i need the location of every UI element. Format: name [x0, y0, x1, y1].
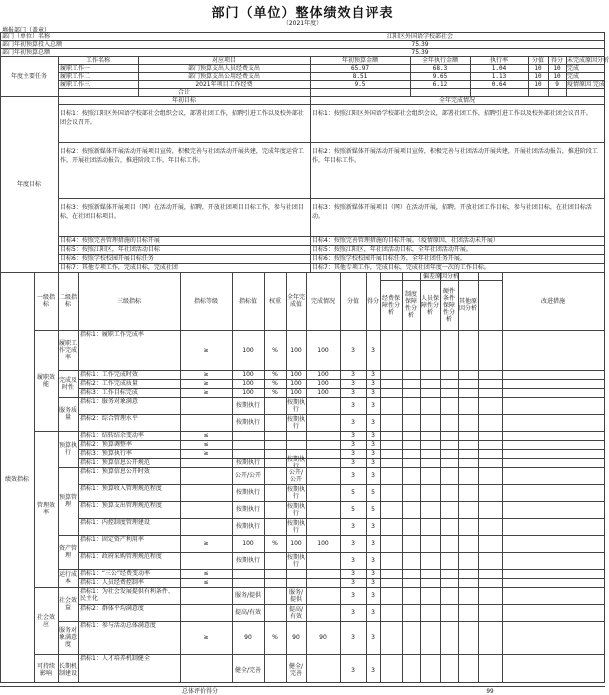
perf-got: 3	[371, 523, 375, 530]
perf-actual	[307, 440, 339, 449]
perf-standard	[181, 414, 231, 431]
perf-l3-label: 指标1：结转结余变动率	[80, 432, 144, 439]
perf-score: 3	[351, 592, 355, 599]
perf-actual: 100	[317, 540, 329, 547]
perf-score: 3	[351, 609, 355, 616]
perf-got: 5	[371, 489, 375, 496]
perf-header-measure: 改进措施	[540, 297, 565, 305]
annual-task-got: 10	[553, 65, 561, 72]
annual-task-reason: 疫情原因 完成	[567, 81, 605, 88]
perf-value: 健全/完善	[234, 666, 262, 674]
perf-actual	[307, 431, 339, 440]
perf-full	[287, 578, 305, 587]
perf-value: 100	[242, 371, 254, 378]
perf-actual	[307, 484, 339, 501]
annual-task-project: 部门预算支出人员经费支出	[187, 65, 260, 72]
perf-full: 100	[290, 540, 302, 547]
perf-score: 3	[351, 579, 355, 586]
perf-unit	[265, 440, 285, 449]
perf-standard: ≥	[203, 380, 209, 387]
perf-value: 按期执行	[235, 489, 260, 496]
perf-header-deviation-group: 偏差原因分析	[422, 273, 459, 280]
annual-task-reason: 完成	[567, 65, 580, 72]
perf-value: 100	[242, 540, 254, 547]
perf-l2-label: 社会效益	[59, 597, 78, 611]
perf-score: 3	[351, 557, 355, 564]
perf-score: 3	[351, 666, 355, 674]
perf-value: 90	[244, 634, 252, 641]
perf-standard: ≥	[203, 634, 209, 641]
perf-l3-label: 指标1：人才培养机制健全	[80, 655, 150, 662]
goal-actual-text: 目标3：按照新媒体开展项目（网）在活动开展，招聘，开放社团工作目标，参与社团目标，在社团目标活动。	[312, 204, 592, 220]
perf-score: 3	[351, 432, 355, 439]
perf-actual	[307, 552, 339, 569]
annual-task-name: 履职工作一	[60, 65, 91, 72]
annual-task-project: 2021年项目工作经费	[195, 81, 253, 88]
perf-score: 3	[351, 380, 355, 387]
grid-line	[0, 32, 1, 682]
goal-plan-text: 目标5：按照江阳区，年社团活动目标	[60, 246, 160, 253]
perf-unit	[265, 449, 285, 458]
perf-standard: ≥	[203, 540, 209, 547]
perf-score: 3	[351, 450, 355, 457]
goal-actual-text: 目标1：按照江阳区外国语学校部社会组织会议，部署社团工作，招聘引进工作以及校外部社团会议召开。	[312, 110, 592, 117]
top-row-value: 75.39	[411, 41, 429, 48]
perf-header-full: 全年完成值	[287, 294, 306, 308]
annual-header-name: 工作名称	[85, 57, 110, 64]
perf-full: 按期执行	[287, 553, 306, 568]
perf-full: 按期执行	[287, 519, 306, 534]
perf-actual: 100	[317, 389, 329, 396]
perf-unit: %	[272, 371, 278, 378]
goal-actual-text: 目标4：按照完善管理措施的目标开展。（疫情原因，社团活动未开展）	[312, 237, 499, 244]
perf-l1-label: 履职效能	[36, 373, 55, 388]
perf-got: 3	[371, 540, 375, 547]
perf-l3-label: 指标2：群体平均满意度	[80, 605, 144, 612]
evaluation-table	[0, 32, 609, 695]
goals-section-label: 年度目标	[16, 180, 41, 188]
perf-full: 按期执行	[287, 415, 306, 430]
perf-l3-label: 指标1：为社会发展提供有利条件、民主化	[80, 588, 174, 602]
perf-unit	[265, 587, 285, 604]
perf-l2-label: 服务质量	[59, 407, 78, 421]
perf-full: 90	[292, 634, 300, 641]
perf-header-deviation-col: 经费保障性分析	[381, 294, 400, 316]
perf-value: 服务/提供	[234, 592, 262, 599]
goal-plan-text: 目标4：按照完善管理措施的目标开展	[60, 237, 160, 244]
perf-unit	[265, 569, 285, 578]
top-row-label: 部门年初预算投入总额	[2, 41, 63, 48]
perf-l3-label: 指标3：预算执行率	[80, 450, 132, 457]
perf-value: 按期执行	[235, 419, 260, 426]
perf-l3-label: 指标1：预算信息公开时效	[80, 468, 150, 475]
perf-unit: %	[272, 346, 278, 354]
page-title: 部门（单位）整体绩效自评表	[211, 6, 394, 21]
perf-actual	[307, 654, 339, 686]
perf-value: 100	[242, 389, 254, 396]
perf-unit	[265, 552, 285, 569]
annual-task-got: 10	[553, 73, 561, 80]
perf-actual	[307, 397, 339, 414]
goals-header-plan: 年初目标	[171, 97, 196, 104]
perf-l3-label: 指标1：参与活动总体满意度	[80, 622, 156, 629]
perf-actual: 90	[319, 634, 327, 641]
perf-unit	[265, 501, 285, 518]
perf-header-got: 得分	[367, 297, 380, 305]
annual-task-exec: 68.3	[432, 65, 448, 72]
perf-l3-label: 指标1：人员经费控制率	[80, 579, 144, 586]
annual-task-budget: 8.51	[352, 73, 368, 80]
perf-value	[233, 578, 263, 587]
perf-l3-label: 指标1：内控制度管理建设	[80, 519, 150, 526]
perf-full	[287, 569, 305, 578]
perf-actual	[307, 578, 339, 587]
grid-line	[0, 686, 605, 687]
perf-actual	[307, 414, 339, 431]
perf-value	[233, 569, 263, 578]
perf-actual	[307, 569, 339, 578]
perf-unit	[265, 458, 285, 467]
annual-header-budget: 年初预算金额	[341, 57, 378, 64]
grid-line	[58, 96, 59, 272]
perf-standard: ≥	[203, 346, 209, 354]
annual-header-reason: 未完成原因分析	[567, 57, 609, 64]
perf-l2-label: 完成及时性	[59, 376, 78, 391]
perf-got: 3	[371, 666, 375, 674]
perf-score: 3	[351, 523, 355, 530]
perf-score: 3	[351, 634, 355, 641]
perf-l3-label: 指标2：预算调整率	[80, 441, 132, 448]
perf-standard	[181, 467, 231, 484]
annual-total-label: 合计	[177, 89, 190, 96]
top-row-value: 75.39	[411, 49, 429, 56]
perf-score: 5	[351, 506, 355, 513]
reporting-unit-label: 填报部门（盖章）	[2, 27, 51, 34]
grid-line	[566, 56, 567, 96]
perf-value	[233, 431, 263, 440]
perf-actual	[307, 518, 339, 535]
perf-l3-label: 指标1：预算收入管理规范程度	[80, 485, 162, 492]
perf-l3-label: 指标2：综合管理水平	[80, 415, 138, 422]
perf-standard	[181, 604, 231, 621]
perf-unit: %	[272, 634, 278, 641]
perf-full: 100	[290, 371, 302, 378]
perf-l3-label: 指标1：政府采购管理规范程度	[80, 553, 162, 560]
perf-score: 3	[351, 459, 355, 466]
perf-standard	[181, 587, 231, 604]
perf-l3-label: 指标1：履职工作完成率	[80, 331, 144, 338]
perf-got: 3	[371, 371, 375, 378]
perf-standard	[181, 552, 231, 569]
perf-full: 100	[290, 380, 302, 387]
perf-l2-label: 长期机制建设	[59, 663, 78, 677]
perf-got: 3	[371, 346, 375, 354]
annual-task-rate: 1.04	[491, 65, 507, 72]
perf-standard	[181, 518, 231, 535]
annual-header-got: 得分	[550, 57, 563, 64]
grid-line	[138, 56, 139, 96]
perf-header-deviation-col: 人员保障性分析	[421, 294, 440, 316]
perf-l2-label: 运行成本	[59, 571, 78, 585]
perf-l2-label: 预算执行	[59, 442, 78, 456]
grid-line	[310, 56, 311, 96]
annual-task-name: 履职工作三	[60, 81, 91, 88]
perf-l2-label: 预算管理	[59, 494, 78, 508]
grid-line	[604, 32, 605, 682]
perf-got: 3	[371, 432, 375, 439]
perf-value: 100	[242, 380, 254, 387]
perf-header-standard: 指标等级	[193, 297, 218, 305]
perf-l3-label: 指标1：服务对象满意	[80, 398, 138, 405]
perf-actual	[307, 587, 339, 604]
goal-actual-text: 目标2：按照新媒体开展活动开展项目宣传，积极完善与社团活动开展共建，开展社团活动报告，推进阶段工作，年目标工作。	[312, 148, 598, 164]
goal-actual-text: 目标6：按照学校校园开展目标任务，全年社团任务开展。	[312, 255, 466, 262]
annual-section-label: 年度主要任务	[10, 72, 47, 80]
goal-actual-text: 目标7：其他专项工作，完成目标，完成社团年度一次的工作目标。	[312, 264, 490, 271]
annual-task-score: 10	[534, 65, 542, 72]
perf-full: 提高/有效	[288, 605, 304, 620]
perf-got: 3	[371, 441, 375, 448]
perf-full: 100	[290, 346, 302, 354]
perf-unit	[265, 431, 285, 440]
perf-standard	[181, 654, 231, 686]
perf-got: 3	[371, 389, 375, 396]
perf-unit	[265, 578, 285, 587]
perf-got: 3	[371, 419, 375, 426]
annual-task-rate: 1.13	[491, 73, 507, 80]
page-subtitle: （2021年度）	[282, 20, 323, 27]
perf-standard: ≤	[203, 570, 209, 577]
perf-header-deviation-col: 制度保障性分析	[404, 291, 417, 319]
perf-actual	[307, 458, 339, 467]
perf-got: 3	[371, 472, 375, 479]
perf-header-deviation-col: 硬件条件保障性分析	[442, 287, 455, 323]
grid-line	[470, 56, 471, 96]
perf-value: 按期执行	[235, 557, 260, 564]
grid-line	[410, 56, 411, 96]
perf-got: 3	[371, 557, 375, 564]
perf-standard	[181, 484, 231, 501]
perf-standard: ≤	[203, 441, 209, 448]
perf-l2-label: 服务对象满意度	[59, 627, 78, 648]
perf-header-l1: 一级指标	[36, 294, 55, 308]
annual-header-score: 分值	[531, 57, 544, 64]
perf-score: 3	[351, 389, 355, 396]
annual-task-exec: 6.12	[432, 81, 448, 88]
annual-task-project: 部门预算支出公用经费支出	[187, 73, 260, 80]
perf-value	[233, 449, 263, 458]
perf-standard: ≥	[203, 371, 209, 378]
perf-unit	[265, 397, 285, 414]
perf-header-deviation-col: 其他原因分析	[459, 298, 478, 312]
perf-full: 按期执行	[287, 502, 306, 517]
annual-task-name: 履职工作二	[60, 73, 91, 80]
annual-task-budget: 65.97	[350, 65, 370, 72]
goal-plan-text: 目标1：按照江阳区外国语学校部社会组织会议，部署社团工作，招聘引进工作以及校外部社团会议召开。	[60, 110, 304, 126]
annual-header-exec: 全年执行金额	[421, 57, 458, 64]
perf-value: 按期执行	[235, 402, 260, 409]
perf-header-value: 指标值	[238, 297, 257, 305]
perf-actual: 100	[317, 346, 329, 354]
annual-task-rate: 0.64	[491, 81, 507, 88]
perf-standard: ≥	[203, 389, 209, 396]
perf-l2-label: 履职工作完成率	[59, 339, 78, 361]
perf-score: 3	[351, 402, 355, 409]
perf-got: 5	[371, 506, 375, 513]
goal-plan-text: 目标3：按照新媒体开展项目（网）在活动开展，招聘，开放社团项目目标工作，参与社团目标，在社团目标项目。	[60, 204, 304, 220]
perf-section-label: 绩效指标	[4, 475, 29, 483]
perf-full: 按期执行	[287, 485, 306, 500]
perf-l1-label: 社会效应	[36, 613, 55, 628]
perf-l3-label: 指标1：固定资产利用率	[80, 536, 144, 543]
total-score-value: 99	[486, 688, 494, 695]
grid-line	[528, 56, 529, 96]
perf-full	[287, 440, 305, 449]
perf-full	[287, 431, 305, 440]
perf-value: 按期执行	[235, 459, 260, 466]
perf-got: 3	[371, 402, 375, 409]
perf-got: 3	[371, 609, 375, 616]
perf-full: 公开/公开	[288, 468, 304, 483]
perf-standard	[181, 458, 231, 467]
perf-score: 3	[351, 441, 355, 448]
perf-unit	[265, 654, 285, 686]
perf-value: 提高/有效	[234, 609, 262, 616]
perf-unit: %	[272, 380, 278, 387]
perf-header-actual: 完成情况	[310, 297, 335, 305]
perf-unit	[265, 484, 285, 501]
perf-l1-label: 可持续影响	[36, 663, 55, 677]
perf-l3-label: 指标1：预算信息公开规范	[80, 459, 150, 466]
annual-task-score: 10	[534, 81, 542, 88]
perf-score: 3	[351, 540, 355, 547]
goal-plan-text: 目标6：按照学校校园开展目标任务	[60, 255, 154, 262]
perf-actual	[307, 501, 339, 518]
annual-task-reason: 完成	[567, 73, 580, 80]
perf-l3-label: 指标1：工作完成时效	[80, 371, 138, 378]
perf-unit: %	[272, 540, 278, 547]
top-row-label: 部门（单位）名称	[2, 33, 51, 40]
perf-l3-label: 指标2：工作完成质量	[80, 380, 138, 387]
perf-header-l2: 二级指标	[59, 294, 78, 308]
annual-header-rate: 执行率	[489, 57, 508, 64]
perf-standard	[181, 501, 231, 518]
annual-header-project: 对应项目	[211, 57, 236, 64]
perf-actual: 100	[317, 371, 329, 378]
perf-full: 按期执行	[287, 455, 306, 470]
goal-actual-text: 目标5：按照江阳区，年社团活动目标，全年社团活动开展。	[312, 246, 472, 253]
perf-l1-label: 管理效率	[36, 502, 55, 516]
perf-standard	[181, 397, 231, 414]
perf-actual	[307, 467, 339, 484]
perf-full: 按期执行	[287, 398, 306, 413]
perf-got: 3	[371, 579, 375, 586]
perf-got: 3	[371, 380, 375, 387]
grid-line	[310, 96, 311, 272]
perf-value	[233, 440, 263, 449]
perf-unit	[265, 518, 285, 535]
top-row-label: 部门年初预算总额	[2, 49, 51, 56]
perf-unit	[265, 414, 285, 431]
goal-plan-text: 目标2：按照新媒体开展活动开展项目宣传，积极完善与社团活动开展共建，完成年度运营工作，开展社团活动报告，推进阶段工作，年目标工作。	[60, 148, 304, 164]
perf-value: 按期执行	[235, 506, 260, 513]
perf-score: 3	[351, 472, 355, 479]
perf-standard: ≤	[203, 432, 209, 439]
perf-actual	[307, 449, 339, 458]
perf-full: 100	[290, 389, 302, 396]
perf-full: 健全/完善	[288, 663, 304, 677]
perf-got: 3	[371, 634, 375, 641]
perf-l3-label: 指标3：工作目标完成	[80, 389, 138, 396]
perf-score: 3	[351, 570, 355, 577]
grid-line	[548, 56, 549, 96]
annual-task-got: 9	[555, 81, 559, 88]
perf-score: 3	[351, 371, 355, 378]
perf-score: 3	[351, 346, 355, 354]
goals-header-actual: 全年完成情况	[438, 97, 475, 104]
perf-actual: 100	[317, 380, 329, 387]
perf-score: 5	[351, 489, 355, 496]
perf-standard: ≥	[203, 450, 209, 457]
annual-task-exec: 9.65	[432, 73, 448, 80]
perf-unit	[265, 467, 285, 484]
perf-l3-label: 指标1：预算支出管理规范程度	[80, 502, 162, 509]
perf-value: 按期执行	[235, 523, 260, 530]
perf-got: 3	[371, 592, 375, 599]
perf-value: 公开/公开	[234, 472, 262, 479]
annual-task-score: 10	[534, 73, 542, 80]
perf-header-weight: 权重	[268, 297, 281, 305]
perf-l3-label: 指标1：“三公”经费变动率	[80, 570, 151, 577]
grid-line	[58, 56, 59, 96]
perf-header-score: 分值	[346, 297, 359, 305]
perf-value: 100	[242, 346, 254, 354]
perf-got: 3	[371, 570, 375, 577]
total-score-label: 总体评价得分	[181, 688, 218, 695]
perf-actual	[307, 604, 339, 621]
perf-full: 服务/提供	[288, 588, 304, 603]
perf-got: 3	[371, 459, 375, 466]
top-row-value: 江阳区外国语学校部社会	[386, 33, 453, 40]
perf-unit	[265, 604, 285, 621]
annual-task-budget: 9.5	[354, 81, 366, 88]
perf-unit: %	[272, 389, 278, 396]
perf-got: 3	[371, 450, 375, 457]
perf-standard: ≤	[203, 579, 209, 586]
goal-plan-text: 目标7：其他专项工作，完成目标，完成社团	[60, 264, 178, 271]
perf-header-l3: 三级指标	[116, 297, 141, 305]
perf-l2-label: 资产管理	[59, 545, 78, 559]
perf-score: 3	[351, 419, 355, 426]
